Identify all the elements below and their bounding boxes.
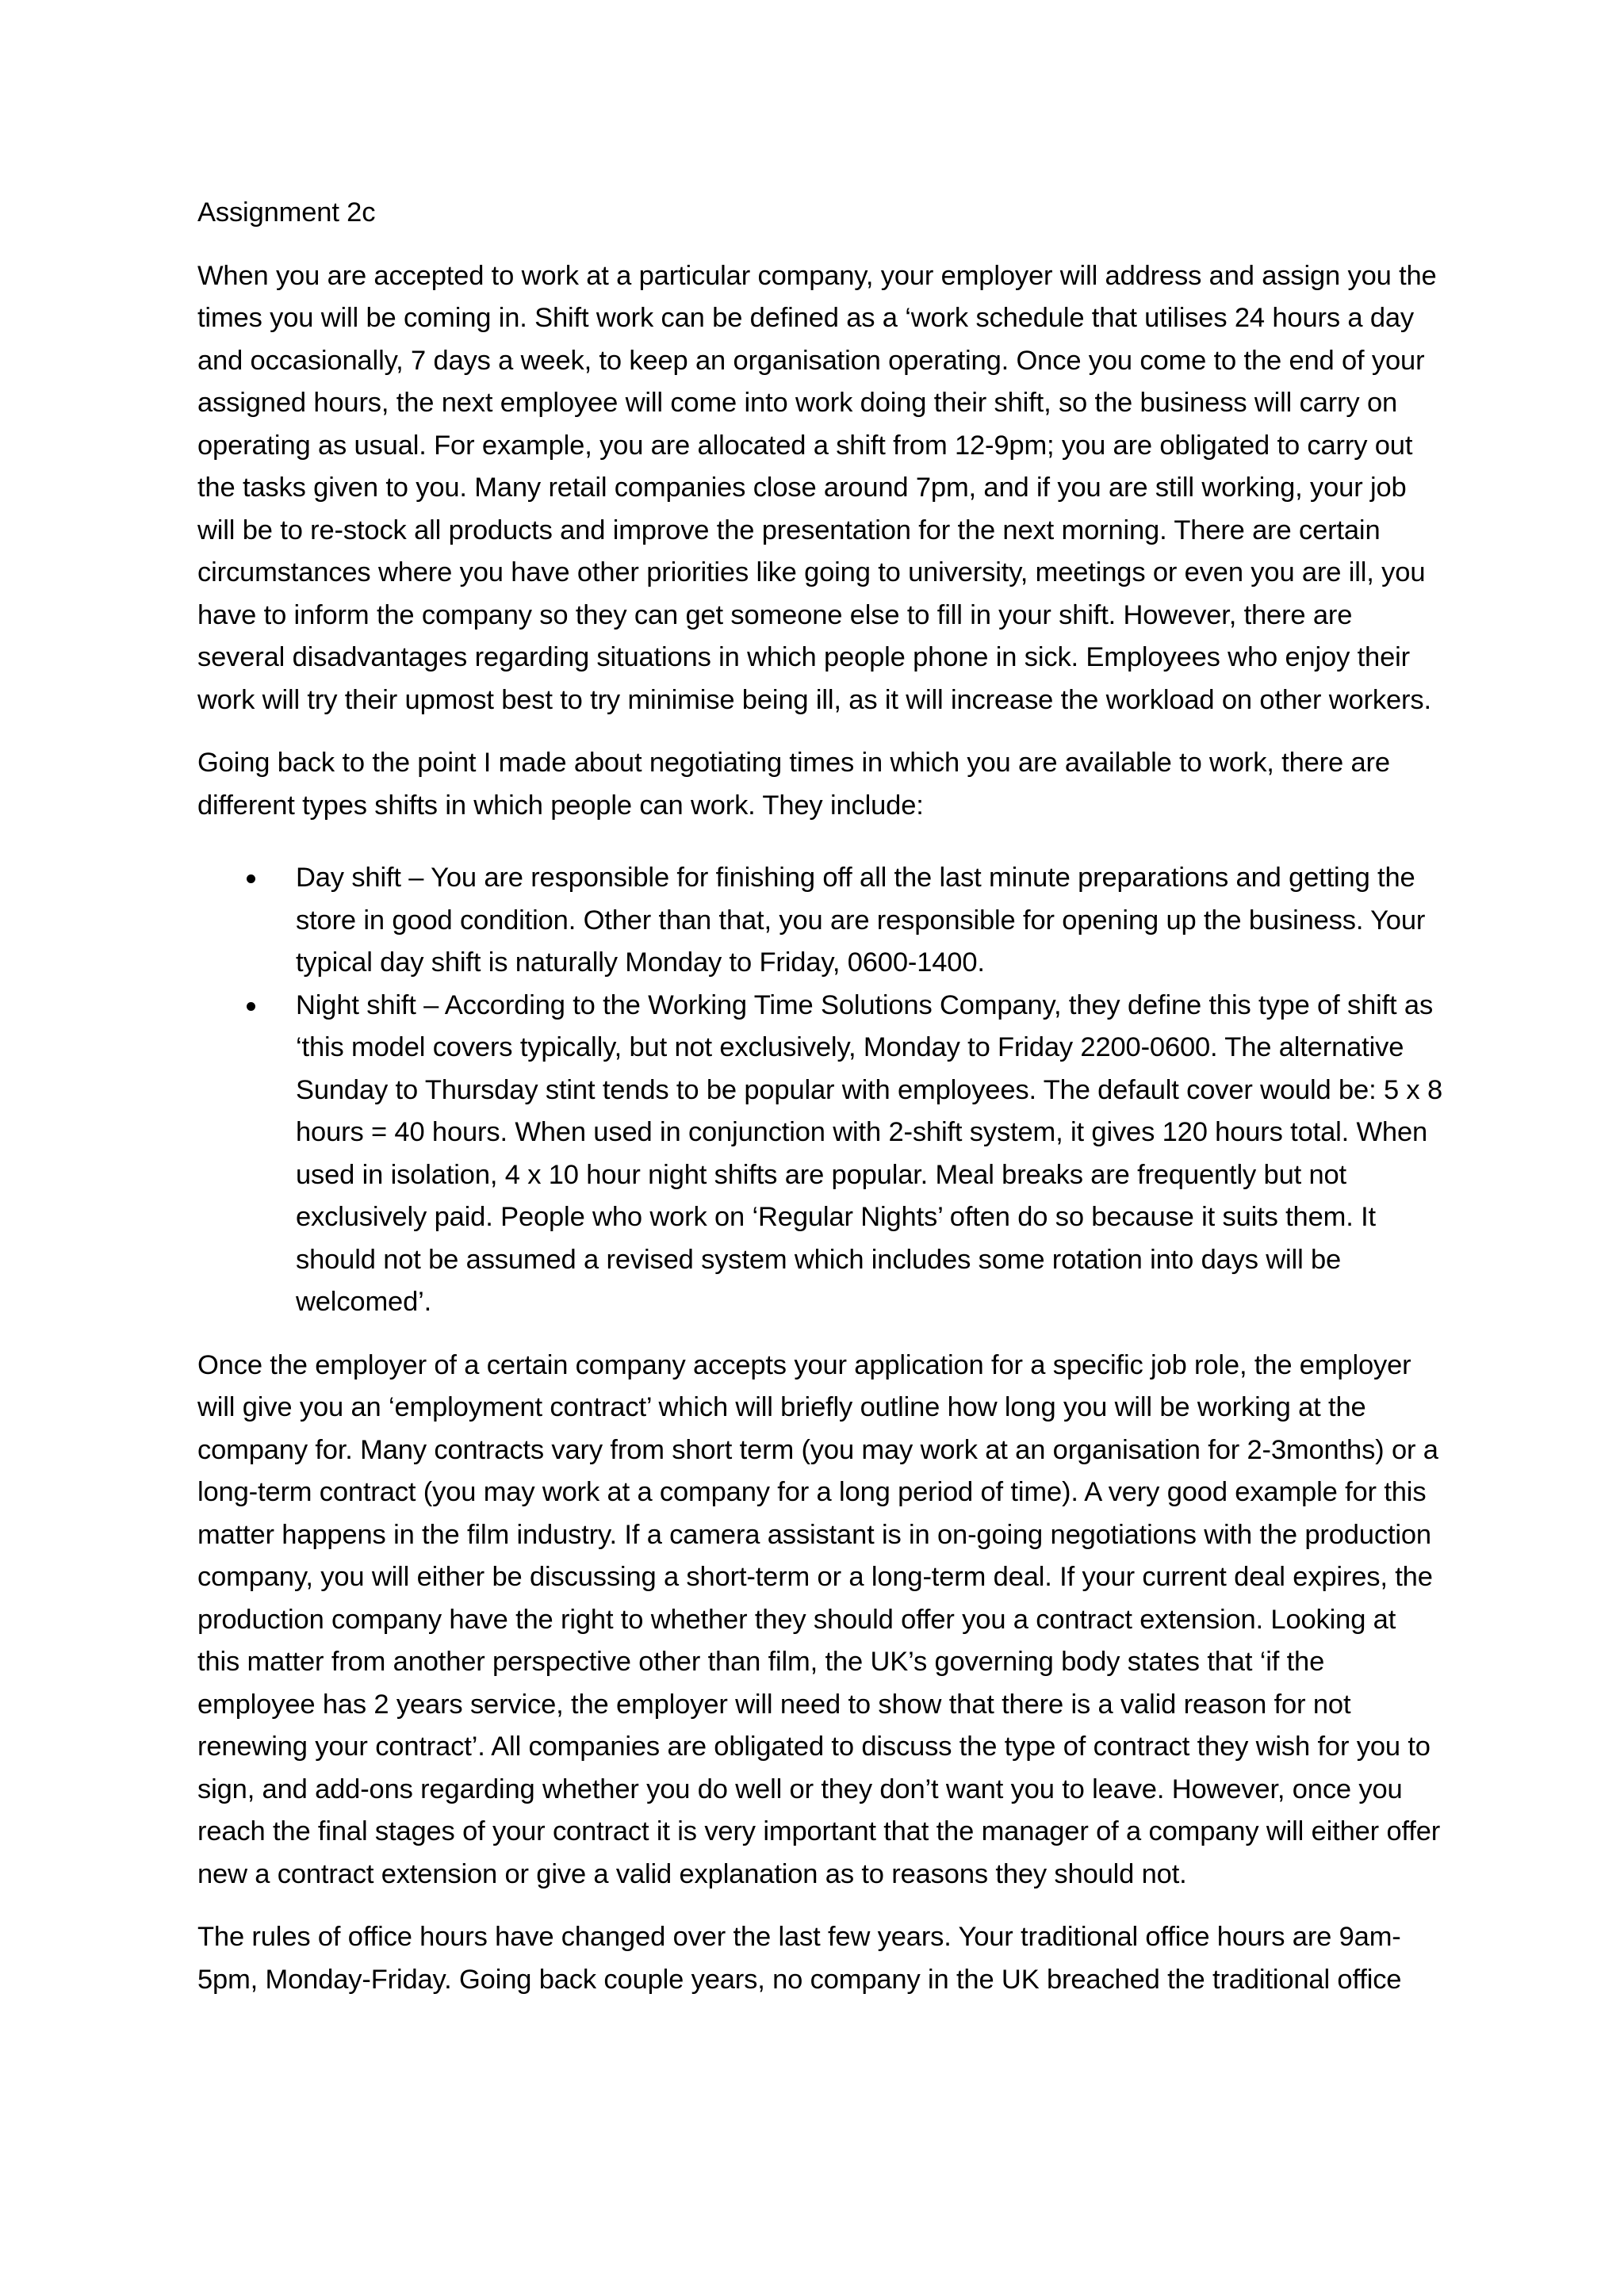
paragraph-shift-work: When you are accepted to work at a particular company, your employer will address and assign you the times you will be coming in. Shift work can be defined as a ‘work schedule that utilises 24 hours a day and occasionally, 7 days a week, to keep an organisation operating. Once you come to the end of your assigned hours, the next employee will come into work doing their shift, so the business will carry on operating as usual. For example, you are allocated a shift from 12-9pm; you are obligated to carry out the tasks given to you. Many retail companies close around 7pm, and if you are still working, your job will be to re-stock all products and improve the presentation for the next morning. There are certain circumstances where you have other priorities like going to university, meetings or even you are ill, you have to inform the company so they can get someone else to fill in your shift. However, there are several disadvantages regarding situations in which people phone in sick. Employees who enjoy their work will try their upmost best to try minimise being ill, as it will increase the workload on other workers. (197, 260, 1437, 715)
paragraph-shift-types-intro: Going back to the point I made about negotiating times in which you are available to work, there are different types shifts in which people can work. They include: (197, 748, 1390, 821)
list-item-night-shift (197, 985, 1442, 1324)
day-shift-text: Day shift – You are responsible for finishing off all the last minute preparations and getting the store in good condition. Other than that, you are responsible for opening up the business. Your typical day shift is naturally Monday to Friday, 0600-1400. (296, 863, 1426, 978)
list-item-day-shift (197, 857, 1442, 985)
night-shift-text: Night shift – According to the Working Time Solutions Company, they define this type of shift as ‘this model covers typically, but not exclusively, Monday to Friday 2200-0600. The alternative Sunday to Thursday stint tends to be popular with employees. The default cover would be: 5 x 8 hours = 40 hours. When used in conjunction with 2-shift system, it gives 120 hours total. When used in isolation, 4 x 10 hour night shifts are popular. Meal breaks are frequently but not exclusively paid. People who work on ‘Regular Nights’ often do so because it suits them. It should not be assumed a revised system which includes some rotation into days will be welcomed’. (296, 989, 1443, 1317)
shift-types-list (197, 857, 1442, 1324)
document-page (197, 192, 1442, 2022)
bullet-icon (247, 1002, 255, 1011)
document-title: Assignment 2c (197, 197, 376, 228)
bullet-icon (247, 874, 255, 883)
paragraph-office-hours: The rules of office hours have changed over the last few years. Your traditional office hours are 9am-5pm, Monday-Friday. Going back couple years, no company in the UK breached the traditional office (197, 1922, 1402, 1995)
paragraph-employment-contract: Once the employer of a certain company accepts your application for a specific job role, the employer will give you an ‘employment contract’ which will briefly outline how long you will be working at the company for. Many contracts vary from short term (you may work at an organisation for 2-3months) or a long-term contract (you may work at a company for a long period of time). A very good example for this matter happens in the film industry. If a camera assistant is in on-going negotiations with the production company, you will either be discussing a short-term or a long-term deal. If your current deal expires, the production company have the right to whether they should offer you a contract extension. Looking at this matter from another perspective other than film, the UK’s governing body states that ‘if the employee has 2 years service, the employer will need to show that there is a valid reason for not renewing your contract’. All companies are obligated to discuss the type of contract they wish for you to sign, and add-ons regarding whether you do well or they don’t want you to leave. However, once you reach the final stages of your contract it is very important that the manager of a company will either offer new a contract extension or give a valid explanation as to reasons they should not. (197, 1349, 1441, 1889)
